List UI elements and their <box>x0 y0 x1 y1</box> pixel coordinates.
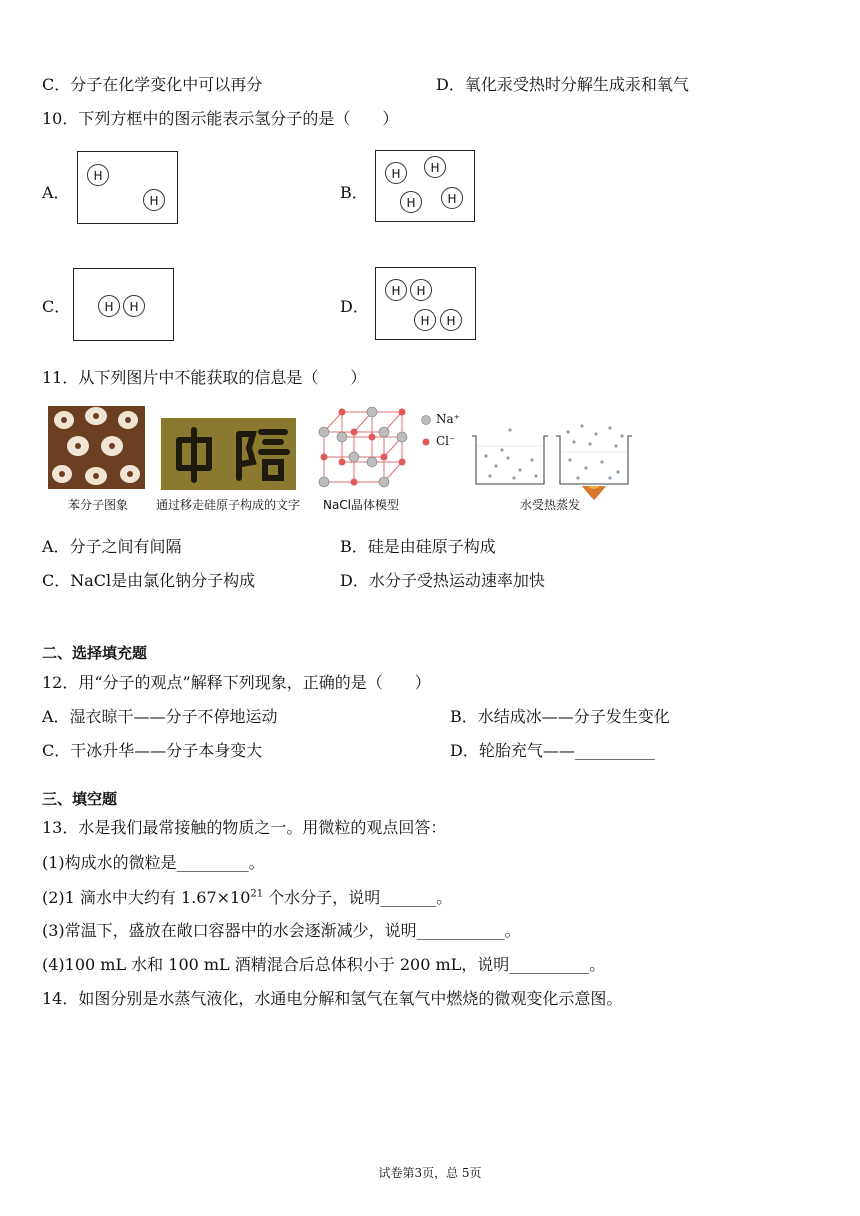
q9-option-d: D．氧化汞受热时分解生成汞和氧气 <box>436 75 689 94</box>
hydrogen-atom: H <box>410 279 432 301</box>
hydrogen-atom: H <box>385 279 407 301</box>
q13-part-4: (4)100 mL 水和 100 mL 酒精混合后总体积小于 200 mL，说明__________。 <box>42 955 606 974</box>
hydrogen-atom: H <box>424 156 446 178</box>
q13-part-2-post: 个水分子，说明_______。 <box>263 888 453 907</box>
q13-part-2 <box>42 885 452 908</box>
hydrogen-atom: H <box>400 191 422 213</box>
q11-question: 11．从下列图片中不能获取的信息是（ ） <box>42 368 367 387</box>
q11-option-b: B．硅是由硅原子构成 <box>340 537 496 556</box>
q11-option-d: D．水分子受热运动速率加快 <box>340 571 545 590</box>
q10-label-b: B． <box>340 183 368 202</box>
legend-cl: Cl⁻ <box>436 434 456 448</box>
hydrogen-atom: H <box>385 162 407 184</box>
q13-part-1: (1)构成水的微粒是_________。 <box>42 853 265 872</box>
section-2-title: 二、选择填充题 <box>42 644 148 662</box>
hydrogen-atom: H <box>414 309 436 331</box>
q10-box-c <box>73 268 174 341</box>
nacl-crystal-model <box>314 402 464 494</box>
q10-label-a: A． <box>42 183 70 202</box>
silicon-atom-text-image <box>161 418 296 490</box>
q14-question: 14．如图分别是水蒸气液化，水通电分解和氢气在氧气中燃烧的微观变化示意图。 <box>42 989 623 1008</box>
q10-label-c: C． <box>42 297 71 316</box>
q11-option-a: A．分子之间有间隔 <box>42 537 182 556</box>
q10-box-b <box>375 150 475 222</box>
caption-nacl: NaCl晶体模型 <box>322 498 400 512</box>
q10-label-d: D． <box>340 297 369 316</box>
q13-part-3: (3)常温下，盛放在敞口容器中的水会逐渐减少，说明___________。 <box>42 921 521 940</box>
q10-question: 10．下列方框中的图示能表示氢分子的是（ ） <box>42 109 399 128</box>
caption-benzene: 苯分子图象 <box>67 498 128 512</box>
hydrogen-atom: H <box>143 189 165 211</box>
q10-box-d <box>375 267 476 340</box>
hydrogen-atom: H <box>98 295 120 317</box>
section-3-title: 三、填空题 <box>42 790 118 808</box>
page-footer: 试卷第3页，总 5页 <box>378 1166 482 1180</box>
hydrogen-atom: H <box>441 187 463 209</box>
q10-box-a <box>77 151 178 224</box>
q12-option-a: A．湿衣晾干——分子不停地运动 <box>42 707 278 726</box>
legend-na: Na⁺ <box>436 412 460 426</box>
hydrogen-atom: H <box>123 295 145 317</box>
water-evaporation-image <box>470 422 640 502</box>
hydrogen-atom: H <box>440 309 462 331</box>
q13-question: 13．水是我们最常接触的物质之一。用微粒的观点回答： <box>42 818 447 837</box>
q12-option-b: B．水结成冰——分子发生变化 <box>450 707 670 726</box>
q12-option-c: C．干冰升华——分子本身变大 <box>42 741 263 760</box>
q13-part-2-pre: (2)1 滴水中大约有 1.67×10 <box>42 888 251 907</box>
caption-silicon: 通过移走硅原子构成的文字 <box>155 498 300 512</box>
hydrogen-atom: H <box>87 164 109 186</box>
q12-option-d: D．轮胎充气——__________ <box>450 741 655 760</box>
q9-option-c: C．分子在化学变化中可以再分 <box>42 75 263 94</box>
q12-question: 12．用“分子的观点”解释下列现象，正确的是（ ） <box>42 673 431 692</box>
q11-option-c: C．NaCl是由氯化钠分子构成 <box>42 571 256 590</box>
caption-evaporation: 水受热蒸发 <box>519 498 580 512</box>
benzene-molecule-image <box>48 406 145 489</box>
q13-part-2-exponent: 21 <box>250 888 264 900</box>
